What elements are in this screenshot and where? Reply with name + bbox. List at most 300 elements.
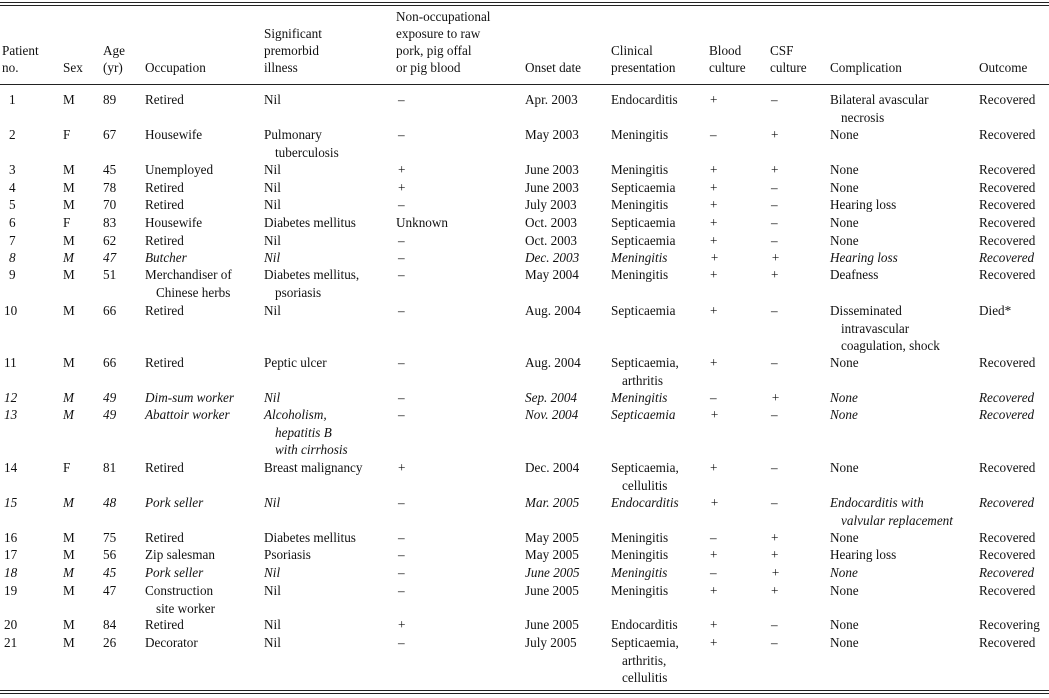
cell-text: + [710,547,718,562]
cell-illness [264,179,281,197]
cell-age [103,389,116,407]
cell-text: Recovered [979,215,1036,230]
cell-text: – [398,92,405,107]
cell-text: – [771,197,778,212]
header-sex-line: Sex [63,60,83,75]
cell-exposure [398,582,405,600]
cell-sex [63,161,75,179]
cell-text: arthritis, [622,652,667,668]
cell-text: + [710,495,719,510]
cell-text: Recovered [979,127,1036,142]
cell-patient [9,232,16,250]
cell-text: + [710,355,718,370]
cell-sex [63,179,75,197]
cell-occupation [145,302,184,320]
cell-presentation [611,582,668,600]
cell-exposure [398,389,405,407]
cell-text: Recovered [979,407,1035,422]
cell-illness [264,196,281,214]
cell-text: Meningitis [611,547,669,562]
cell-text: necrosis [841,109,885,125]
cell-text: None [830,180,859,195]
cell-text: Alcoholism, [264,407,327,422]
cell-text: 20 [4,617,18,632]
cell-occupation [145,266,232,301]
cell-text: + [710,162,718,177]
cell-occupation [145,546,215,564]
cell-age [103,232,116,250]
cell-presentation [611,459,679,494]
cell-exposure [398,126,405,144]
cell-csf [771,266,778,284]
cell-text: Hearing loss [830,547,897,562]
cell-blood [710,529,717,547]
cell-presentation [611,249,667,267]
cell-text: – [398,267,405,282]
cell-onset [525,529,579,547]
cell-text: Retired [145,617,184,632]
cell-text: M [63,197,75,212]
cell-age [103,459,116,477]
cell-text: June 2003 [525,180,579,195]
cell-text: – [710,390,717,405]
cell-text: with cirrhosis [275,442,348,457]
cell-exposure [398,406,405,424]
cell-exposure [398,529,405,547]
cell-text: + [771,583,779,598]
cell-sex [63,546,75,564]
cell-text: Recovered [979,583,1036,598]
cell-text: + [710,92,718,107]
header-patient-line: no. [2,60,19,75]
cell-text: Nov. 2004 [525,407,579,422]
cell-onset [525,389,577,407]
cell-occupation [145,214,202,232]
cell-outcome [979,179,1035,197]
cell-exposure [398,564,405,582]
cell-text: 19 [4,583,18,598]
header-exposure [396,8,490,76]
header-complication-line: Complication [830,60,902,75]
cell-text: None [830,390,858,405]
cell-text: Apr. 2003 [525,92,578,107]
cell-text: Recovered [979,162,1036,177]
cell-complication [830,196,896,214]
cell-text: Peptic ulcer [264,355,327,370]
cell-onset [525,354,581,372]
cell-outcome [979,616,1040,634]
cell-outcome [979,91,1035,109]
cell-illness [264,616,281,634]
cell-text: – [771,233,778,248]
cell-illness [264,582,281,600]
cell-text: F [63,215,71,230]
cell-text: Recovered [979,355,1036,370]
cell-presentation [611,161,668,179]
cell-text: Recovered [979,460,1036,475]
cell-text: cellulitis [622,670,668,685]
cell-text: – [710,530,717,545]
cell-patient [9,179,16,197]
cell-complication [830,546,896,564]
cell-illness [264,529,356,547]
cell-outcome [979,249,1034,267]
cell-text: 48 [103,495,117,510]
cell-csf [771,389,780,407]
cell-patient [4,616,17,634]
cell-text: Sep. 2004 [525,390,578,405]
cell-text: – [771,460,778,475]
cell-presentation [611,389,667,407]
cell-illness [264,249,280,267]
cell-text: Nil [264,565,281,580]
cell-exposure [398,232,405,250]
cell-patient [9,266,16,284]
cell-complication [830,459,859,477]
cell-onset [525,406,578,424]
cell-presentation [611,529,668,547]
cell-csf [771,214,778,232]
cell-blood [710,91,717,109]
cell-csf [771,406,778,424]
cell-text: 47 [103,250,117,265]
cell-csf [771,302,778,320]
cell-occupation [145,582,215,617]
cell-blood [710,634,717,652]
cell-onset [525,196,577,214]
cell-text: 10 [4,303,18,318]
cell-illness [264,389,280,407]
header-exposure-line: exposure to raw [396,26,481,41]
cell-occupation [145,232,184,250]
cell-text: May 2005 [525,530,579,545]
cell-text: Nil [264,180,281,195]
cell-presentation [611,354,679,389]
cell-exposure [398,179,405,197]
header-presentation [611,42,675,76]
cell-outcome [979,546,1035,564]
cell-text: – [398,233,405,248]
cell-blood [710,616,717,634]
cell-age [103,266,116,284]
cell-text: Septicaemia [611,233,676,248]
cell-text: + [398,460,406,475]
cell-illness [264,266,359,301]
header-exposure-line: Non-occupational [396,9,491,24]
cell-sex [63,582,75,600]
cell-patient [4,564,17,582]
header-patient-line: Patient [2,43,39,58]
cell-outcome [979,161,1035,179]
cell-text: Endocarditis [611,495,679,510]
cell-sex [63,196,75,214]
cell-sex [63,302,75,320]
cell-age [103,529,116,547]
cell-blood [710,126,717,144]
cell-onset [525,582,579,600]
cell-outcome [979,564,1034,582]
cell-text: None [830,233,859,248]
cell-text: Meningitis [611,583,669,598]
cell-blood [710,406,719,424]
cell-outcome [979,302,1011,320]
cell-illness [264,406,348,459]
cell-text: + [771,250,780,265]
cell-text: Meningitis [611,267,669,282]
cell-text: Endocarditis [611,617,678,632]
cell-onset [525,616,579,634]
cell-csf [771,582,778,600]
header-presentation-line: Clinical [611,43,653,58]
cell-text: M [63,583,75,598]
cell-sex [63,529,75,547]
cell-text: Meningitis [611,390,668,405]
cell-text: Meningitis [611,162,669,177]
header-exposure-line: or pig blood [396,60,461,75]
cell-text: Nil [264,162,281,177]
cell-text: M [63,233,75,248]
cell-text: 21 [4,635,18,650]
cell-text: – [398,635,405,650]
cell-occupation [145,494,203,512]
cell-sex [63,91,75,109]
header-blood [709,42,746,76]
header-csf-line: culture [770,60,807,75]
cell-sex [63,459,70,477]
cell-text: + [771,390,780,405]
cell-age [103,406,116,424]
bottom-rule-1 [0,690,1049,691]
cell-text: Septicaemia, [611,460,679,475]
cell-age [103,546,116,564]
cell-text: – [710,565,717,580]
cell-complication [830,161,859,179]
cell-text: Recovered [979,547,1036,562]
cell-csf [771,634,778,652]
cell-outcome [979,582,1035,600]
cell-csf [771,616,778,634]
cell-age [103,494,116,512]
cell-text: Pork seller [145,495,204,510]
cell-text: Nil [264,390,281,405]
cell-text: None [830,635,859,650]
cell-text: Nil [264,250,281,265]
cell-presentation [611,546,668,564]
cell-csf [771,126,778,144]
cell-text: Nil [264,635,281,650]
cell-text: M [63,547,75,562]
cell-presentation [611,126,668,144]
cell-text: Recovered [979,530,1036,545]
cell-exposure [398,91,405,109]
cell-csf [771,196,778,214]
cell-text: Retired [145,92,184,107]
cell-text: + [771,530,779,545]
cell-presentation [611,302,675,320]
cell-onset [525,546,579,564]
cell-blood [710,546,717,564]
cell-text: Hearing loss [830,197,897,212]
cell-text: Retired [145,303,184,318]
cell-illness [264,302,281,320]
cell-text: 62 [103,233,117,248]
cell-text: Unknown [396,215,449,230]
cell-text: – [398,565,405,580]
cell-blood [710,459,717,477]
cell-text: Psoriasis [264,547,311,562]
cell-sex [63,249,74,267]
cell-text: M [63,162,75,177]
cell-text: M [63,180,75,195]
cell-text: tuberculosis [275,144,339,160]
header-sex [63,59,83,76]
cell-patient [4,302,17,320]
cell-text: Butcher [145,250,187,265]
cell-exposure [398,459,405,477]
cell-text: M [63,355,75,370]
cell-occupation [145,249,187,267]
cell-illness [264,634,281,652]
cell-occupation [145,616,184,634]
cell-outcome [979,196,1035,214]
cell-text: 17 [4,547,18,562]
cell-complication [830,616,859,634]
cell-text: Bilateral avascular [830,92,929,107]
header-illness-line: illness [264,60,298,75]
header-illness-line: Significant [264,26,322,41]
cell-exposure [398,161,405,179]
cell-text: – [771,355,778,370]
cell-onset [525,179,579,197]
header-illness-line: premorbid [264,43,319,58]
cell-text: – [771,180,778,195]
cell-text: Meningitis [611,250,668,265]
cell-age [103,196,116,214]
cell-text: Housewife [145,215,203,230]
cell-text: 16 [4,530,18,545]
cell-age [103,582,116,600]
cell-text: Endocarditis [611,92,678,107]
cell-text: Decorator [145,635,198,650]
cell-text: M [63,635,75,650]
cell-text: Pulmonary [264,127,322,142]
cell-text: Meningitis [611,127,669,142]
cell-occupation [145,179,184,197]
header-csf-line: CSF [770,43,794,58]
cell-outcome [979,214,1035,232]
cell-text: + [710,267,718,282]
cell-complication [830,126,859,144]
cell-blood [710,249,719,267]
cell-text: July 2005 [525,635,577,650]
cell-text: F [63,127,71,142]
cell-text: M [63,530,75,545]
cell-patient [4,406,17,424]
cell-text: Dim-sum worker [145,390,235,405]
cell-onset [525,266,579,284]
cell-text: + [710,303,718,318]
cell-blood [710,494,719,512]
header-complication [830,59,902,76]
cell-text: Housewife [145,127,203,142]
cell-text: June 2005 [525,617,579,632]
cell-text: Hearing loss [830,250,898,265]
cell-text: 12 [4,390,18,405]
cell-text: + [710,583,718,598]
cell-text: Abattoir worker [145,407,230,422]
cell-text: M [63,250,74,265]
cell-text: site worker [156,600,215,616]
cell-occupation [145,459,184,477]
cell-text: Dec. 2003 [525,250,580,265]
cell-text: May 2004 [525,267,579,282]
cell-text: Oct. 2003 [525,215,578,230]
cell-sex [63,406,74,424]
header-outcome [979,59,1027,76]
cell-text: Recovered [979,495,1035,510]
cell-csf [771,161,778,179]
cell-illness [264,161,281,179]
cell-csf [771,459,778,477]
cell-text: 7 [9,233,16,248]
cell-text: 78 [103,180,117,195]
cell-text: Nil [264,233,281,248]
cell-text: Septicaemia [611,407,676,422]
cell-text: + [710,635,718,650]
cell-text: intravascular [841,320,910,336]
cell-blood [710,214,717,232]
cell-occupation [145,126,202,144]
cell-patient [4,389,17,407]
cell-text: + [710,180,718,195]
cell-patient [4,634,17,652]
cell-text: Meningitis [611,197,669,212]
cell-csf [771,546,778,564]
cell-text: None [830,460,859,475]
cell-text: None [830,355,859,370]
cell-text: – [771,635,778,650]
cell-text: None [830,127,859,142]
cell-text: Diabetes mellitus [264,530,356,545]
cell-text: – [398,197,405,212]
cell-text: 89 [103,92,117,107]
cell-onset [525,91,578,109]
cell-text: Recovering [979,617,1040,632]
header-occupation [145,59,206,76]
cell-text: 49 [103,390,117,405]
cell-sex [63,214,70,232]
cell-text: Mar. 2005 [525,495,580,510]
cell-sex [63,564,74,582]
cell-text: + [771,127,779,142]
cell-text: 75 [103,530,117,545]
cell-text: – [398,583,405,598]
cell-text: May 2005 [525,547,579,562]
cell-csf [771,232,778,250]
cell-presentation [611,179,675,197]
cell-text: Recovered [979,267,1036,282]
cell-csf [771,179,778,197]
cell-blood [710,161,717,179]
cell-text: 83 [103,215,117,230]
cell-text: M [63,407,74,422]
cell-onset [525,126,579,144]
cell-text: + [398,180,406,195]
cell-text: – [771,407,778,422]
header-rule [0,84,1049,85]
cell-text: M [63,617,75,632]
cell-occupation [145,389,234,407]
